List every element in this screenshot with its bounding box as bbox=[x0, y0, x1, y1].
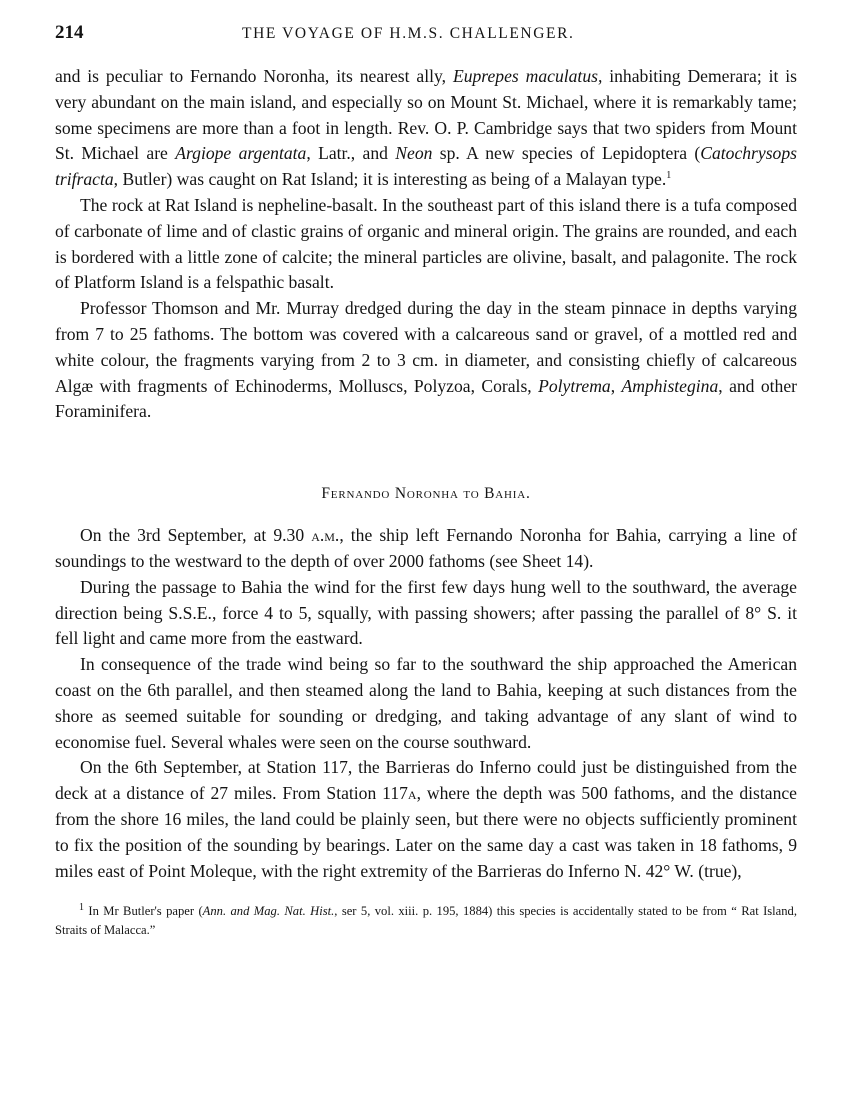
page-header bbox=[55, 22, 797, 50]
species-name: Euprepes maculatus, bbox=[452, 66, 603, 86]
paragraph-4: On the 3rd September, at 9.30 a.m., the ship left Fernando Noronha for Bahia, carrying a line of soundings to the westward to the depth of over 2000 fathoms (see Sheet 14). bbox=[55, 525, 797, 571]
section-heading: Fernando Noronha to Bahia. bbox=[321, 485, 531, 503]
page-number: 214 bbox=[55, 22, 84, 43]
paragraph-2: The rock at Rat Island is nepheline-basalt. In the southeast part of this island there is a tufa composed of carbonate of lime and of clastic grains of organic and mineral origin. The grains are rounded, and each is bordered with a little zone of calcite; the mineral particles are olivine, basalt, and palagonite. The rock of Platform Island is a felspathic basalt. bbox=[55, 194, 797, 293]
paragraph-3: Professor Thomson and Mr. Murray dredged during the day in the steam pinnace in depths varying from 7 to 25 fathoms. The bottom was covered with a calcareous sand or gravel, of a mottled red and white colour, the fragments varying from 2 to 3 cm. in diameter, and consisting chiefly of calcareous Algæ with fragments of Echinoderms, Molluscs, Polyzoa, Corals, Polytrema, Amphistegina, and other Foraminifera. bbox=[55, 298, 798, 422]
species-name: Catochrysops trifracta bbox=[55, 143, 797, 190]
species-name: Argiope argentata bbox=[175, 143, 307, 164]
paragraph-6: In consequence of the trade wind being so far to the southward the ship approached the American coast on the 6th parallel, and then steamed along the land to Bahia, keeping at such distances from the shore as seemed suitable for sounding or dredging, and taking advantage of any slant of wind to economise fuel. Several whales were seen on the course southward. bbox=[55, 654, 797, 752]
genus-name: Neon bbox=[395, 143, 433, 164]
footnote-marker: 1 bbox=[666, 170, 672, 182]
genus-name: Amphistegina bbox=[621, 375, 719, 396]
page bbox=[55, 22, 797, 940]
paragraph-5: During the passage to Bahia the wind for the first few days hung well to the southward, the average direction being S.S.E., force 4 to 5, squally, with passing showers; after passing the parallel of 8° S. it fell light and came more from the eastward. bbox=[55, 576, 797, 649]
paragraph-7: On the 6th September, at Station 117, the Barrieras do Inferno could just be distinguished from the deck at a distance of 27 miles. From Station 117a, where the depth was 500 fathoms, and the distance from the shore 16 miles, the land could be plainly seen, but there were no objects sufficiently prominent to fix the position of the sounding by bearings. Later on the same day a cast was taken in 18 fathoms, 9 miles east of Point Moleque, with the right extremity of the Barrieras do Inferno N. 42° W. (true), bbox=[55, 757, 797, 881]
footnote-1: $^1$ In Mr Butler's paper (Ann. and Mag. Nat. Hist., ser 5, vol. xiii. p. 195, 1884) this species is accidentally stated to be from “ Rat Island, Straits of Malacca.” bbox=[55, 902, 798, 938]
running-title: THE VOYAGE OF H.M.S. CHALLENGER. bbox=[242, 25, 575, 42]
paragraph-1: and is peculiar to Fernando Noronha, its nearest ally, Euprepes maculatus, inhabiting Demerara; it is very abundant on the main island, and especially so on Mount St. Michael, where it is remarkably tame; some specimens are more than a foot in length. Rev. O. P. Cambridge says that two spiders from Mount St. Michael are Argiope argentata, Latr., and Neon sp. A new species of Lepidoptera (Catochrysops trifracta, Butler) was caught on Rat Island; it is interesting as being of a Malayan type.$^1$ bbox=[55, 66, 797, 190]
genus-name: Polytrema bbox=[538, 375, 611, 396]
footnotes bbox=[55, 902, 797, 940]
